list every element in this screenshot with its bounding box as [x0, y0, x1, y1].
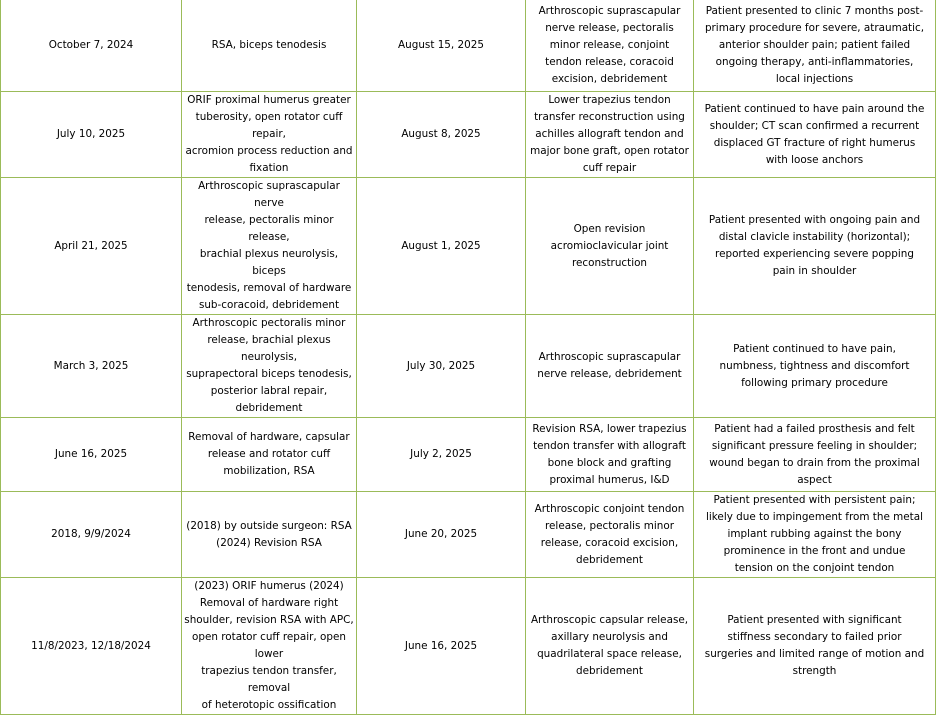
primary-date-cell: 11/8/2023, 12/18/2024: [1, 578, 182, 715]
revision-date-cell: July 30, 2025: [357, 315, 526, 418]
indication-cell: Patient continued to have pain around the shoulder; CT scan confirmed a recurrent displaced GT fracture of right humerus with loose anchors: [694, 92, 936, 178]
revision-procedure-cell: Arthroscopic capsular release, axillary neurolysis and quadrilateral space release, debridement: [526, 578, 694, 715]
primary-date-cell: June 16, 2025: [1, 418, 182, 492]
primary-procedure-cell: RSA, biceps tenodesis: [182, 0, 357, 92]
primary-date-cell: March 3, 2025: [1, 315, 182, 418]
indication-cell: Patient presented with significant stiffness secondary to failed prior surgeries and limited range of motion and strength: [694, 578, 936, 715]
table-row: [1, 92, 936, 178]
table-row: [1, 0, 936, 92]
revision-date-cell: June 16, 2025: [357, 578, 526, 715]
primary-procedure-cell: Arthroscopic pectoralis minor release, brachial plexus neurolysis, suprapectoral biceps tenodesis, posterior labral repair, debridement: [182, 315, 357, 418]
table-row: [1, 578, 936, 715]
primary-procedure-cell: (2018) by outside surgeon: RSA (2024) Revision RSA: [182, 492, 357, 578]
indication-cell: Patient presented with ongoing pain and distal clavicle instability (horizontal); reported experiencing severe popping pain in shoulder: [694, 178, 936, 315]
revision-procedure-cell: Lower trapezius tendon transfer reconstruction using achilles allograft tendon and major bone graft, open rotator cuff repair: [526, 92, 694, 178]
revision-procedure-cell: Arthroscopic conjoint tendon release, pectoralis minor release, coracoid excision, debridement: [526, 492, 694, 578]
revision-procedure-cell: Revision RSA, lower trapezius tendon transfer with allograft bone block and grafting proximal humerus, I&D: [526, 418, 694, 492]
primary-procedure-cell: (2023) ORIF humerus (2024) Removal of hardware right shoulder, revision RSA with APC, open rotator cuff repair, open lower trapezius tendon transfer, removal of heterotopic ossification: [182, 578, 357, 715]
revision-procedure-cell: Open revision acromioclavicular joint reconstruction: [526, 178, 694, 315]
primary-date-cell: October 7, 2024: [1, 0, 182, 92]
revision-date-cell: July 2, 2025: [357, 418, 526, 492]
table-row: [1, 315, 936, 418]
primary-date-cell: April 21, 2025: [1, 178, 182, 315]
primary-procedure-cell: Arthroscopic suprascapular nerve release, pectoralis minor release, brachial plexus neurolysis, biceps tenodesis, removal of hardware sub-coracoid, debridement: [182, 178, 357, 315]
revision-date-cell: August 1, 2025: [357, 178, 526, 315]
indication-cell: Patient had a failed prosthesis and felt significant pressure feeling in shoulder; wound began to drain from the proximal aspect: [694, 418, 936, 492]
primary-date-cell: July 10, 2025: [1, 92, 182, 178]
revision-date-cell: August 15, 2025: [357, 0, 526, 92]
indication-cell: Patient presented with persistent pain; likely due to impingement from the metal implant rubbing against the bony prominence in the front and undue tension on the conjoint tendon: [694, 492, 936, 578]
revision-procedure-cell: Arthroscopic suprascapular nerve release, pectoralis minor release, conjoint tendon release, coracoid excision, debridement: [526, 0, 694, 92]
primary-procedure-cell: ORIF proximal humerus greater tuberosity, open rotator cuff repair, acromion process reduction and fixation: [182, 92, 357, 178]
indication-cell: Patient continued to have pain, numbness, tightness and discomfort following primary procedure: [694, 315, 936, 418]
primary-procedure-cell: Removal of hardware, capsular release and rotator cuff mobilization, RSA: [182, 418, 357, 492]
indication-cell: Patient presented to clinic 7 months post- primary procedure for severe, atraumatic, anterior shoulder pain; patient failed ongoing therapy, anti-inflammatories, local injections: [694, 0, 936, 92]
revision-date-cell: August 8, 2025: [357, 92, 526, 178]
revision-procedure-cell: Arthroscopic suprascapular nerve release, debridement: [526, 315, 694, 418]
table-row: [1, 492, 936, 578]
primary-date-cell: 2018, 9/9/2024: [1, 492, 182, 578]
table-row: [1, 178, 936, 315]
table-row: [1, 418, 936, 492]
revision-date-cell: June 20, 2025: [357, 492, 526, 578]
